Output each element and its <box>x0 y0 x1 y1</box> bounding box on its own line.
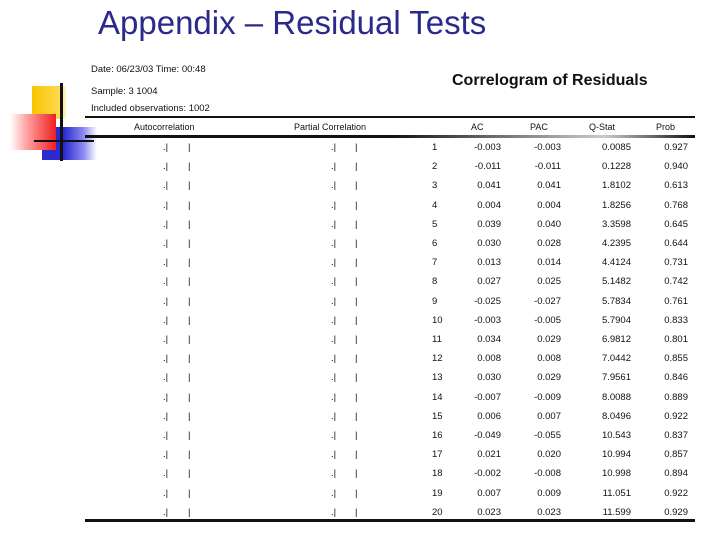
header-bottom-rule <box>85 135 695 138</box>
ac-graph-right: | <box>188 218 191 230</box>
correlogram-title: Correlogram of Residuals <box>452 72 648 89</box>
pac-graph-right: | <box>355 391 358 403</box>
ac-graph-right: | <box>188 257 191 269</box>
ac-value: 0.008 <box>477 353 501 365</box>
pac-graph-left: .| <box>331 410 337 422</box>
prob-value: 0.833 <box>664 314 688 326</box>
qstat-value: 10.994 <box>601 449 631 461</box>
ac-graph-left: .| <box>163 180 169 192</box>
sample: Sample: 3 1004 <box>91 86 158 97</box>
ac-graph-left: .| <box>163 391 169 403</box>
pac-graph-right: | <box>355 257 358 269</box>
qstat-value: 11.051 <box>602 487 631 499</box>
ac-graph-right: | <box>188 314 191 326</box>
pac-graph-right: | <box>355 353 358 365</box>
pac-value: 0.029 <box>537 334 561 345</box>
ac-value: 0.023 <box>477 506 501 518</box>
pac-graph-left: .| <box>331 391 337 403</box>
pac-graph-left: .| <box>331 314 337 326</box>
pac-graph-right: | <box>355 506 358 518</box>
table-row <box>0 372 720 391</box>
table-row <box>0 276 720 295</box>
ac-value: 0.030 <box>477 372 501 384</box>
ac-graph-left: .| <box>163 410 169 422</box>
page-title: Appendix – Residual Tests <box>98 4 487 41</box>
qstat-value: 3.3598 <box>601 218 631 230</box>
ac-value: 0.007 <box>477 487 501 499</box>
ac-graph-right: | <box>188 391 191 403</box>
pac-graph-left: .| <box>331 487 337 499</box>
table-row <box>0 200 720 219</box>
pac-graph-left: .| <box>331 353 337 365</box>
prob-value: 0.922 <box>664 410 688 422</box>
table-bottom-rule <box>85 519 695 522</box>
ac-value: 0.013 <box>477 257 501 269</box>
pac-value: 0.020 <box>537 449 561 461</box>
pac-graph-left: .| <box>331 180 337 192</box>
prob-value: 0.731 <box>664 257 688 269</box>
header-pac: PAC <box>530 122 548 132</box>
ac-value: -0.003 <box>474 314 501 326</box>
pac-value: 0.029 <box>537 372 561 384</box>
pac-graph-right: | <box>355 142 358 153</box>
prob-value: 0.929 <box>664 506 688 518</box>
qstat-value: 1.8256 <box>601 199 631 211</box>
prob-value: 0.837 <box>664 430 688 441</box>
pac-value: -0.005 <box>534 314 561 326</box>
ac-value: 0.041 <box>477 180 501 192</box>
pac-graph-left: .| <box>331 295 337 307</box>
qstat-value: 1.8102 <box>601 180 631 192</box>
prob-value: 0.855 <box>664 353 688 365</box>
table-row <box>0 334 720 353</box>
lag: 14 <box>432 391 443 403</box>
ac-value: 0.006 <box>477 410 501 422</box>
pac-graph-right: | <box>355 295 358 307</box>
table-top-rule <box>85 116 695 118</box>
prob-value: 0.927 <box>664 142 688 153</box>
ac-graph-right: | <box>188 487 191 499</box>
ac-graph-right: | <box>188 276 191 288</box>
ac-graph-left: .| <box>163 238 169 249</box>
qstat-value: 4.2395 <box>601 238 631 249</box>
lag: 5 <box>432 218 438 230</box>
prob-value: 0.889 <box>664 391 688 403</box>
pac-value: 0.023 <box>537 506 561 518</box>
pac-graph-left: .| <box>331 199 337 211</box>
ac-value: 0.027 <box>477 276 501 288</box>
ac-graph-left: .| <box>163 218 169 230</box>
ac-graph-left: .| <box>163 468 169 480</box>
lag: 11 <box>432 334 442 345</box>
pac-graph-right: | <box>355 199 358 211</box>
pac-graph-left: .| <box>331 449 337 461</box>
prob-value: 0.940 <box>664 161 688 173</box>
ac-graph-right: | <box>188 180 191 192</box>
ac-graph-left: .| <box>163 276 169 288</box>
prob-value: 0.761 <box>664 295 688 307</box>
ac-graph-right: | <box>188 468 191 480</box>
ac-graph-left: .| <box>163 506 169 518</box>
table-row <box>0 468 720 487</box>
prob-value: 0.801 <box>664 334 688 345</box>
lag: 20 <box>432 506 443 518</box>
pac-graph-left: .| <box>331 218 337 230</box>
pac-graph-right: | <box>355 468 358 480</box>
table-row <box>0 161 720 180</box>
ac-graph-left: .| <box>163 430 169 441</box>
pac-graph-left: .| <box>331 506 337 518</box>
lag: 18 <box>432 468 443 480</box>
pac-graph-left: .| <box>331 238 337 249</box>
qstat-value: 11.599 <box>602 506 631 518</box>
qstat-value: 8.0088 <box>601 391 631 403</box>
prob-value: 0.857 <box>664 449 688 461</box>
ac-graph-right: | <box>188 372 191 384</box>
ac-value: -0.025 <box>474 295 501 307</box>
table-row <box>0 430 720 449</box>
pac-graph-right: | <box>355 238 358 249</box>
pac-value: 0.009 <box>537 487 561 499</box>
pac-value: 0.041 <box>537 180 561 192</box>
pac-graph-left: .| <box>331 430 337 441</box>
table-row <box>0 257 720 276</box>
lag: 4 <box>432 199 438 211</box>
pac-graph-right: | <box>355 218 358 230</box>
header-ac: AC <box>471 122 484 132</box>
pac-graph-right: | <box>355 487 358 499</box>
pac-graph-right: | <box>355 410 358 422</box>
prob-value: 0.644 <box>664 238 688 249</box>
ac-graph-left: .| <box>163 199 169 211</box>
pac-graph-right: | <box>355 334 358 345</box>
prob-value: 0.613 <box>664 180 688 192</box>
pac-graph-left: .| <box>331 372 337 384</box>
ac-value: -0.011 <box>474 161 501 173</box>
lag: 6 <box>432 238 438 249</box>
pac-graph-left: .| <box>331 334 337 345</box>
pac-value: 0.008 <box>537 353 561 365</box>
lag: 19 <box>432 487 443 499</box>
pac-graph-left: .| <box>331 142 337 153</box>
prob-value: 0.846 <box>664 372 688 384</box>
prob-value: 0.768 <box>664 199 688 211</box>
pac-graph-right: | <box>355 314 358 326</box>
pac-value: -0.011 <box>534 161 561 173</box>
header-prob: Prob <box>656 122 676 132</box>
included-observations: Included observations: 1002 <box>91 103 210 114</box>
lag: 12 <box>432 353 443 365</box>
lag: 7 <box>432 257 438 269</box>
ac-graph-left: .| <box>163 487 169 499</box>
ac-graph-left: .| <box>163 353 169 365</box>
ac-value: 0.034 <box>477 334 501 345</box>
ac-graph-right: | <box>188 238 191 249</box>
header-qstat: Q-Stat <box>589 122 616 132</box>
ac-graph-right: | <box>188 161 191 173</box>
table-row <box>0 411 720 430</box>
pac-graph-right: | <box>355 430 358 441</box>
ac-graph-left: .| <box>163 372 169 384</box>
ac-value: 0.030 <box>477 238 501 249</box>
pac-graph-right: | <box>355 161 358 173</box>
ac-graph-right: | <box>188 449 191 461</box>
pac-value: 0.025 <box>537 276 561 288</box>
ac-graph-right: | <box>188 142 191 153</box>
ac-graph-left: .| <box>163 142 169 153</box>
qstat-value: 6.9812 <box>601 334 631 345</box>
ac-graph-left: .| <box>163 161 169 173</box>
ac-graph-right: | <box>188 506 191 518</box>
ac-graph-right: | <box>188 334 191 345</box>
ac-value: 0.004 <box>477 199 501 211</box>
pac-value: -0.027 <box>534 295 561 307</box>
pac-value: 0.040 <box>537 218 561 230</box>
pac-value: 0.004 <box>537 199 561 211</box>
pac-graph-left: .| <box>331 276 337 288</box>
qstat-value: 10.543 <box>601 430 631 441</box>
table-row <box>0 488 720 507</box>
pac-graph-left: .| <box>331 468 337 480</box>
qstat-value: 10.998 <box>601 468 631 480</box>
table-row <box>0 507 720 526</box>
prob-value: 0.645 <box>664 218 688 230</box>
pac-value: -0.009 <box>534 391 561 403</box>
prob-value: 0.742 <box>664 276 688 288</box>
pac-graph-left: .| <box>331 161 337 173</box>
pac-value: -0.055 <box>534 430 561 441</box>
date-time: Date: 06/23/03 Time: 00:48 <box>91 64 206 75</box>
ac-graph-left: .| <box>163 257 169 269</box>
lag: 10 <box>432 314 443 326</box>
ac-graph-left: .| <box>163 449 169 461</box>
qstat-value: 8.0496 <box>601 410 631 422</box>
table-row <box>0 180 720 199</box>
ac-graph-right: | <box>188 295 191 307</box>
ac-value: 0.021 <box>477 449 501 461</box>
table-row <box>0 238 720 257</box>
header-partial-correlation: Partial Correlation <box>294 122 367 132</box>
lag: 13 <box>432 372 443 384</box>
header-autocorrelation: Autocorrelation <box>134 122 195 132</box>
ac-value: -0.002 <box>474 468 501 480</box>
ac-graph-left: .| <box>163 334 169 345</box>
ac-graph-left: .| <box>163 314 169 326</box>
qstat-value: 4.4124 <box>601 257 631 269</box>
lag: 1 <box>432 142 438 153</box>
table-row <box>0 219 720 238</box>
ac-value: -0.049 <box>474 430 501 441</box>
lag: 16 <box>432 430 443 441</box>
pac-graph-right: | <box>355 449 358 461</box>
ac-value: -0.007 <box>474 391 501 403</box>
table-row <box>0 296 720 315</box>
pac-value: -0.008 <box>534 468 561 480</box>
lag: 15 <box>432 410 443 422</box>
lag: 9 <box>432 295 438 307</box>
table-row <box>0 392 720 411</box>
qstat-value: 7.0442 <box>601 353 631 365</box>
ac-graph-right: | <box>188 199 191 211</box>
ac-graph-right: | <box>188 410 191 422</box>
lag: 8 <box>432 276 438 288</box>
pac-value: 0.028 <box>537 238 561 249</box>
lag: 3 <box>432 180 438 192</box>
ac-graph-left: .| <box>163 295 169 307</box>
ac-value: -0.003 <box>474 142 501 153</box>
qstat-value: 5.7834 <box>601 295 631 307</box>
ac-graph-right: | <box>188 430 191 441</box>
pac-graph-right: | <box>355 372 358 384</box>
table-row <box>0 142 720 161</box>
qstat-value: 0.1228 <box>601 161 631 173</box>
pac-value: 0.007 <box>537 410 561 422</box>
pac-graph-right: | <box>355 276 358 288</box>
pac-graph-right: | <box>355 180 358 192</box>
pac-value: -0.003 <box>534 142 561 153</box>
lag: 2 <box>432 161 438 173</box>
qstat-value: 7.9561 <box>601 372 631 384</box>
prob-value: 0.922 <box>664 487 688 499</box>
pac-graph-left: .| <box>331 257 337 269</box>
qstat-value: 5.7904 <box>601 314 631 326</box>
qstat-value: 5.1482 <box>601 276 631 288</box>
ac-graph-right: | <box>188 353 191 365</box>
lag: 17 <box>432 449 443 461</box>
pac-value: 0.014 <box>537 257 561 269</box>
prob-value: 0.894 <box>664 468 688 480</box>
ac-value: 0.039 <box>477 218 501 230</box>
table-row <box>0 353 720 372</box>
table-row <box>0 315 720 334</box>
table-row <box>0 449 720 468</box>
qstat-value: 0.0085 <box>601 142 631 153</box>
